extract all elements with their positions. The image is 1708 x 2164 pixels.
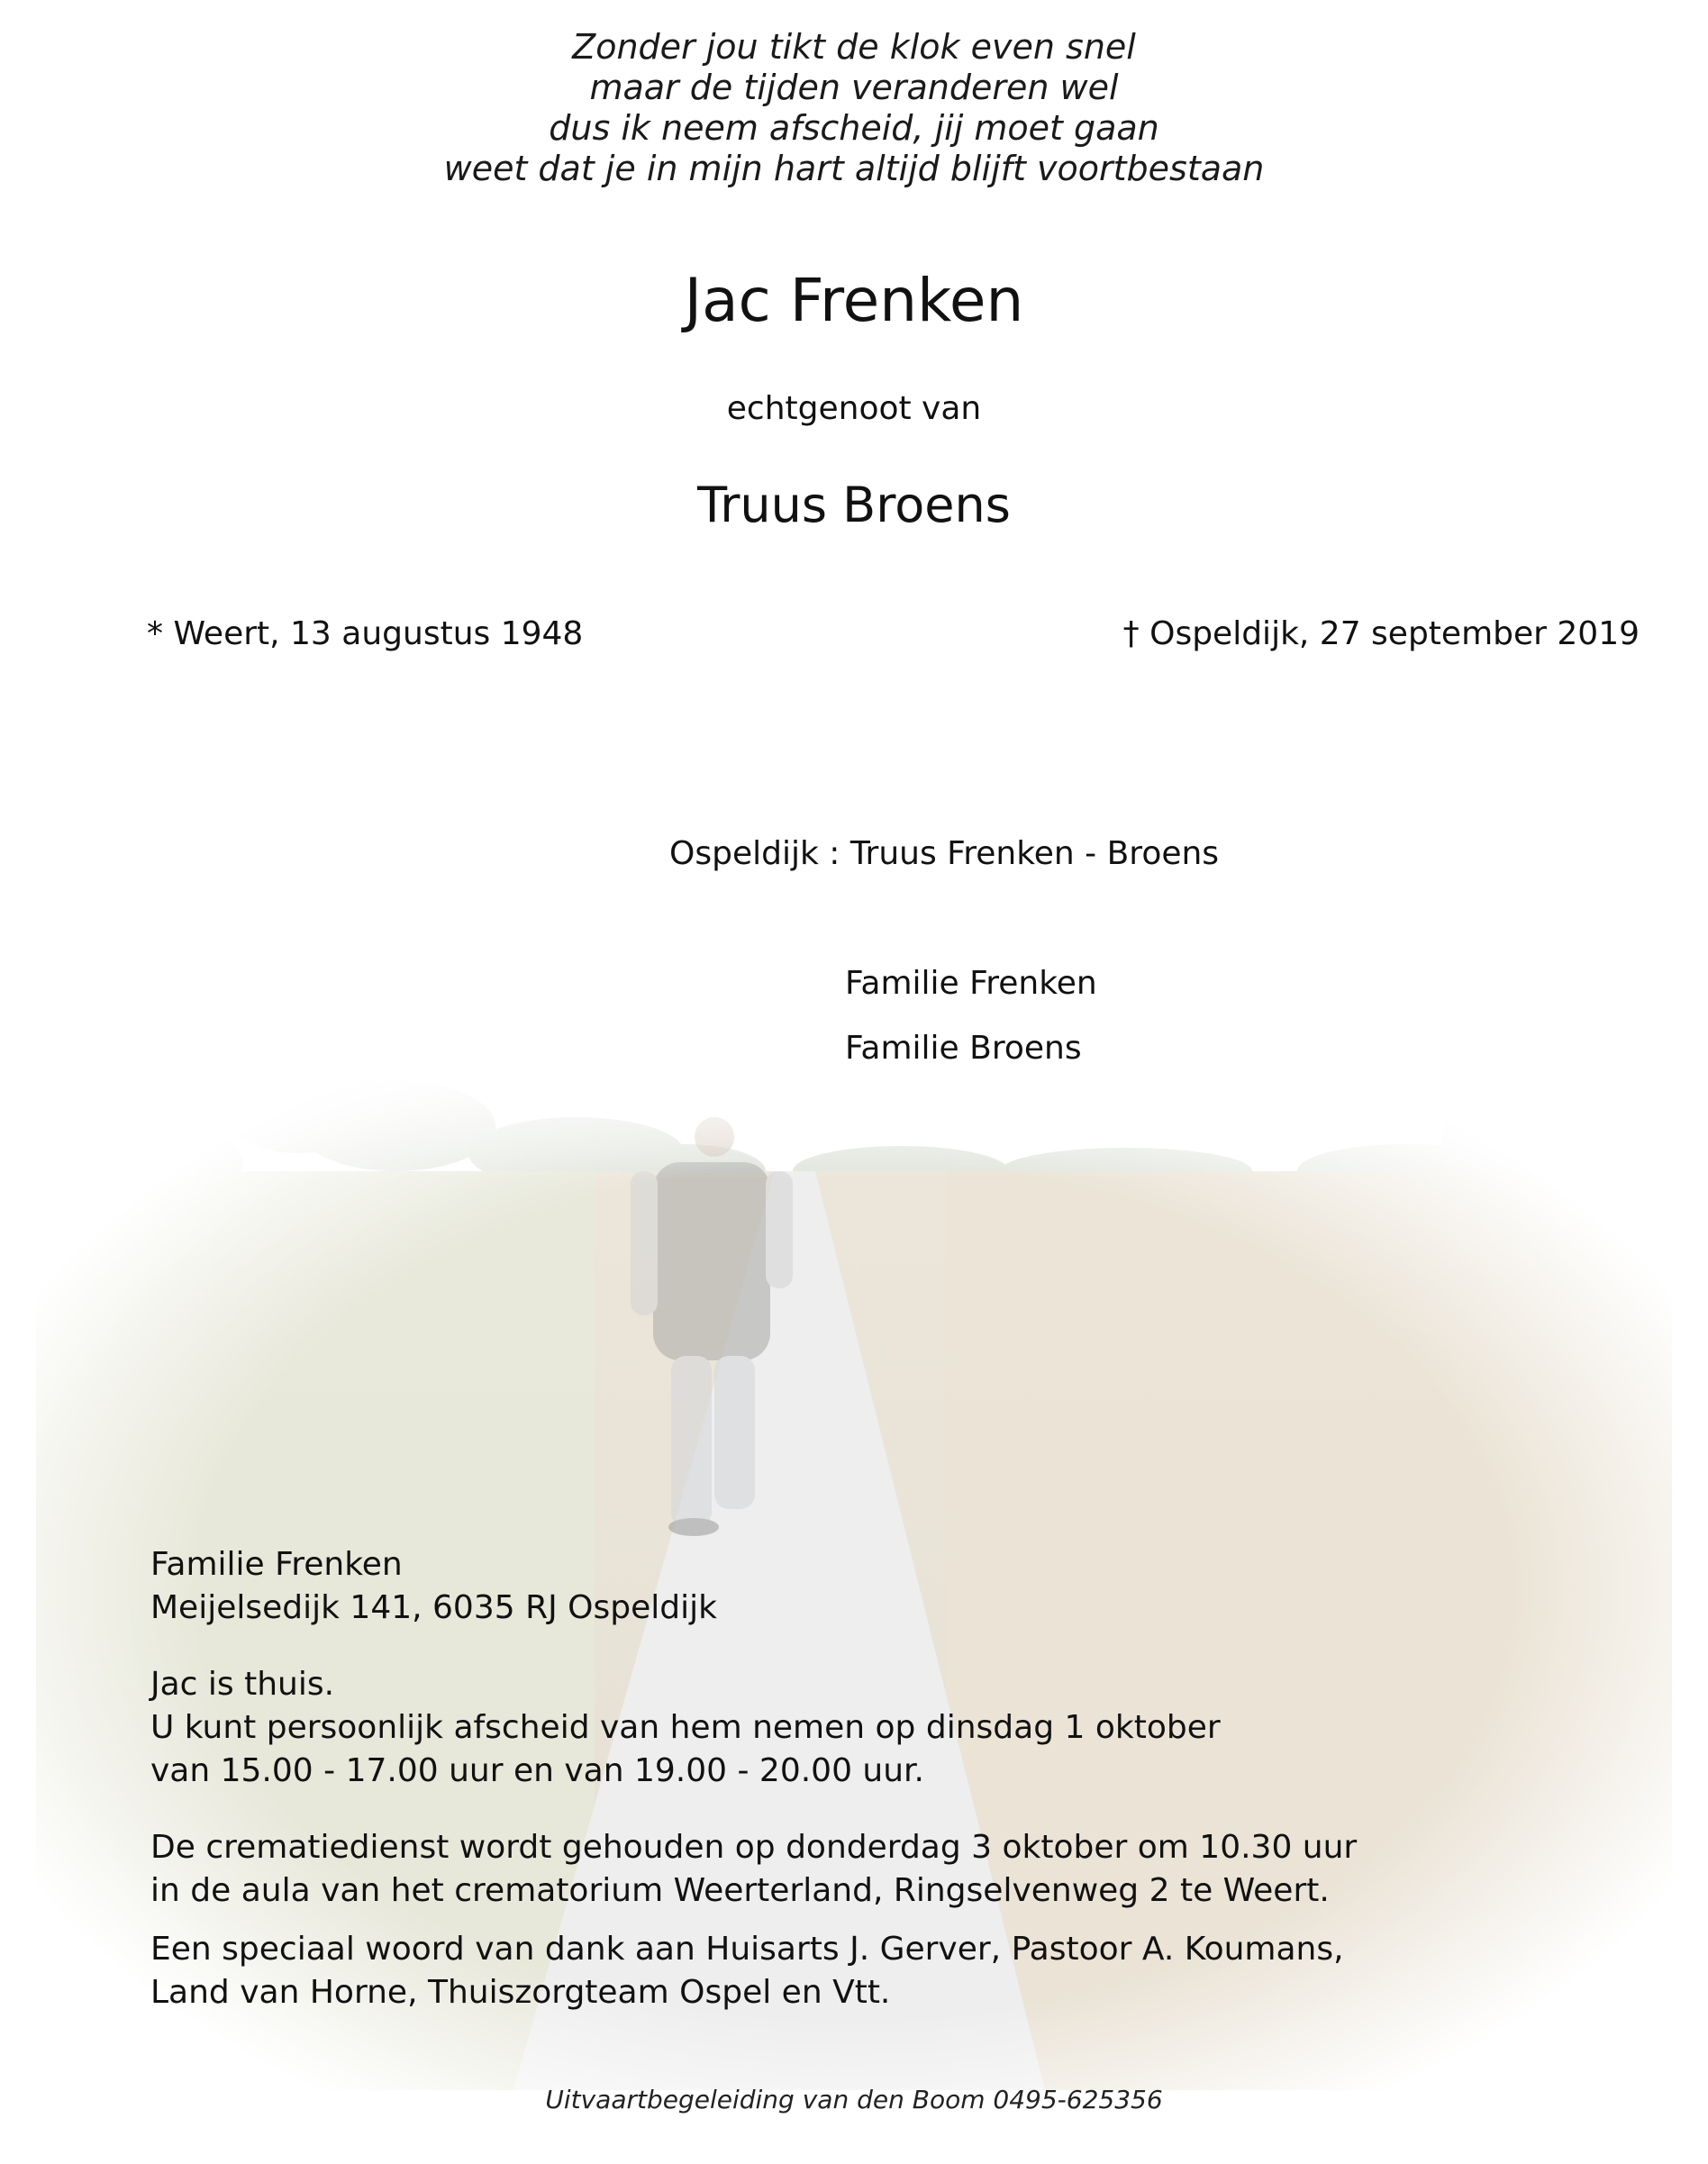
address-block bbox=[150, 1543, 717, 1630]
poem-line-4: weet dat je in mijn hart altijd blijft voortbestaan bbox=[443, 149, 1265, 188]
service-block bbox=[150, 1826, 1357, 1913]
thanks-block bbox=[150, 1928, 1344, 2014]
death-date: † Ospeldijk, 27 september 2019 bbox=[1122, 615, 1640, 652]
poem-line-2: maar de tijden veranderen wel bbox=[589, 68, 1119, 107]
visitation-line-1: Jac is thuis. bbox=[150, 1666, 335, 1703]
relation-label: echtgenoot van bbox=[726, 390, 982, 427]
service-line-2: in de aula van het crematorium Weerterland, Ringselvenweg 2 te Weert. bbox=[150, 1872, 1330, 1909]
visitation-block bbox=[150, 1663, 1221, 1793]
footer-funeral-director: Uitvaartbegeleiding van den Boom 0495-625356 bbox=[545, 2085, 1163, 2114]
poem-line-3: dus ik neem afscheid, jij moet gaan bbox=[549, 108, 1159, 148]
family-frenken: Familie Frenken bbox=[845, 965, 1097, 1002]
visitation-line-3: van 15.00 - 17.00 uur en van 19.00 - 20.00 uur. bbox=[150, 1752, 924, 1789]
deceased-name: Jac Frenken bbox=[684, 266, 1024, 335]
thanks-line-2: Land van Horne, Thuiszorgteam Ospel en Vtt. bbox=[150, 1974, 891, 2011]
visitation-line-2: U kunt persoonlijk afscheid van hem nemen op dinsdag 1 oktober bbox=[150, 1709, 1221, 1746]
poem-line-1: Zonder jou tikt de klok even snel bbox=[572, 27, 1136, 67]
address-line-2: Meijelsedijk 141, 6035 RJ Ospeldijk bbox=[150, 1589, 717, 1626]
address-line-1: Familie Frenken bbox=[150, 1546, 403, 1583]
thanks-line-1: Een speciaal woord van dank aan Huisarts J. Gerver, Pastoor A. Koumans, bbox=[150, 1931, 1344, 1968]
spouse-name: Truus Broens bbox=[697, 477, 1011, 533]
survivor-line: Ospeldijk : Truus Frenken - Broens bbox=[669, 835, 1220, 872]
birth-date: * Weert, 13 augustus 1948 bbox=[147, 615, 584, 652]
family-broens: Familie Broens bbox=[845, 1030, 1082, 1067]
poem bbox=[0, 27, 1708, 189]
service-line-1: De crematiedienst wordt gehouden op donderdag 3 oktober om 10.30 uur bbox=[150, 1829, 1358, 1866]
